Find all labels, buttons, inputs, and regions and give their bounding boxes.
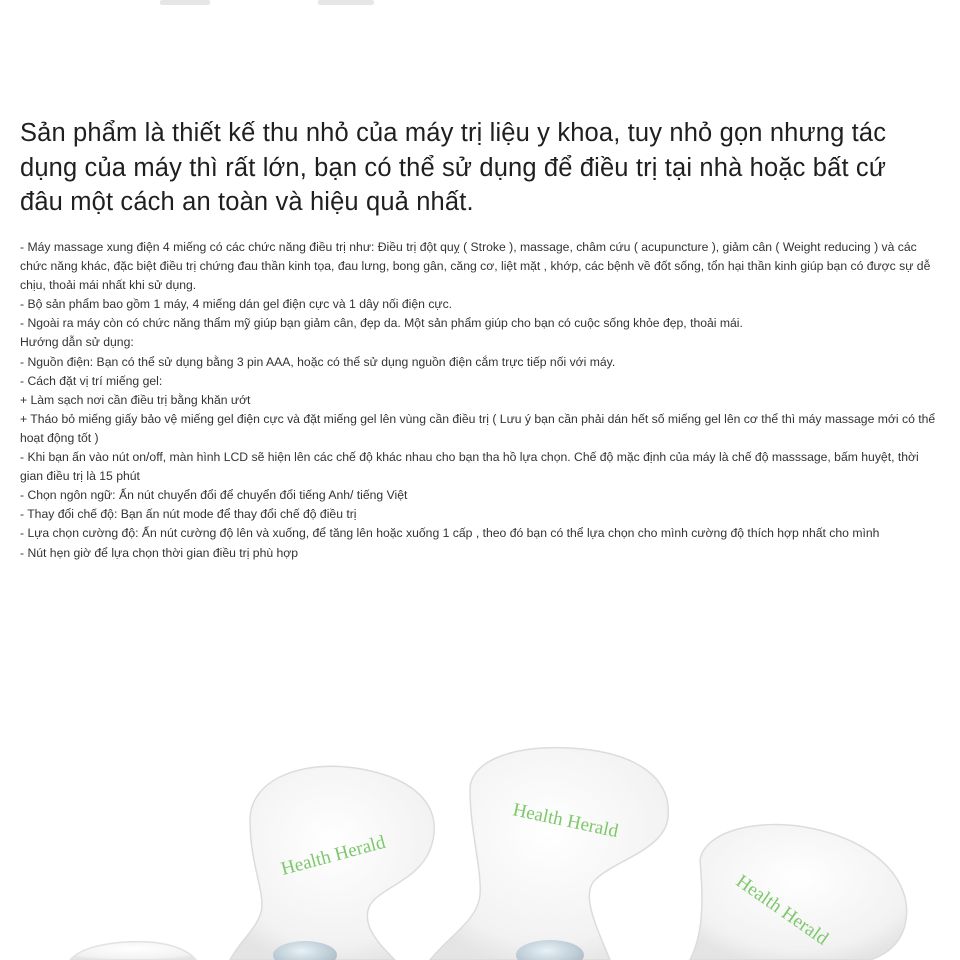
product-description <box>20 238 945 563</box>
product-headline: Sản phẩm là thiết kế thu nhỏ của máy trị liệu y khoa, tuy nhỏ gọn nhưng tác dụng của máy thì rất lớn, bạn có thể sử dụng để điều trị tại nhà hoặc bất cứ đâu một cách an toàn và hiệu quả nhất. <box>20 119 887 216</box>
electrode-pad <box>430 748 668 960</box>
pad-brand-text: Health Herald <box>732 870 832 950</box>
description-line: - Chọn ngôn ngữ: Ấn nút chuyển đổi để chuyển đổi tiếng Anh/ tiếng Việt <box>20 488 408 503</box>
description-line: - Thay đổi chế độ: Bạn ấn nút mode để thay đổi chế độ điều trị <box>20 507 357 522</box>
electrode-pad <box>690 825 907 960</box>
usage-heading: Hướng dẫn sử dụng: <box>20 335 134 350</box>
electrode-pads-image <box>0 700 960 960</box>
description-line: - Máy massage xung điện 4 miếng có các chức năng điều trị như: Điều trị đột quỵ ( Stroke ), massage, châm cứu ( acupuncture ), giảm cân ( Weight reducing ) và các chức năng khác, đặc biệt điều trị chứng đau thần kinh tọa, đau lưng, bong gân, căng cơ, liệt mặt , khớp, các bệnh về đốt sống, tổn hại thần kinh giúp bạn có được sự dễ chịu, thoải mái nhất khi sử dụng. <box>20 240 931 293</box>
description-line: - Khi bạn ấn vào nút on/off, màn hình LCD sẽ hiện lên các chế độ khác nhau cho bạn tha hồ lựa chọn. Chế độ mặc định của máy là chế độ masssage, bấm huyệt, thời gian điều trị là 15 phút <box>20 450 919 484</box>
description-line: + Làm sạch nơi cần điều trị bằng khăn ướt <box>20 392 251 407</box>
electrode-pad <box>70 942 196 960</box>
description-line: - Ngoài ra máy còn có chức năng thẩm mỹ giúp bạn giảm cân, đẹp da. Một sản phẩm giúp cho bạn có cuộc sống khỏe đẹp, thoải mái. <box>20 316 743 331</box>
description-line: - Nút hẹn giờ để lựa chọn thời gian điều trị phù hợp <box>20 545 299 560</box>
description-line: + Tháo bỏ miếng giấy bảo vệ miếng gel điện cực và đặt miếng gel lên vùng cần điều trị ( Lưu ý bạn cần phải dán hết số miếng gel lên cơ thể thì máy massage mới có thể hoạt động tốt ) <box>20 411 936 445</box>
description-line: - Nguồn điện: Bạn có thể sử dụng bằng 3 pin AAA, hoặc có thể sử dụng nguồn điện cắm trực tiếp nối với máy. <box>20 354 616 369</box>
description-line: - Bộ sản phẩm bao gồm 1 máy, 4 miếng dán gel điện cực và 1 dây nối điện cực. <box>20 297 453 312</box>
description-line: - Lựa chọn cường độ: Ấn nút cường độ lên và xuống, để tăng lên hoặc xuống 1 cấp , theo đó bạn có thể lựa chọn cho mình cường độ thích hợp nhất cho mình <box>20 526 880 541</box>
product-photo <box>0 700 960 960</box>
description-line: - Cách đặt vị trí miếng gel: <box>20 373 163 388</box>
electrode-pad <box>230 766 434 960</box>
previous-image-edge <box>0 0 960 12</box>
pad-brand-text: Health Herald <box>278 831 388 880</box>
pad-brand-text: Health Herald <box>510 799 621 843</box>
